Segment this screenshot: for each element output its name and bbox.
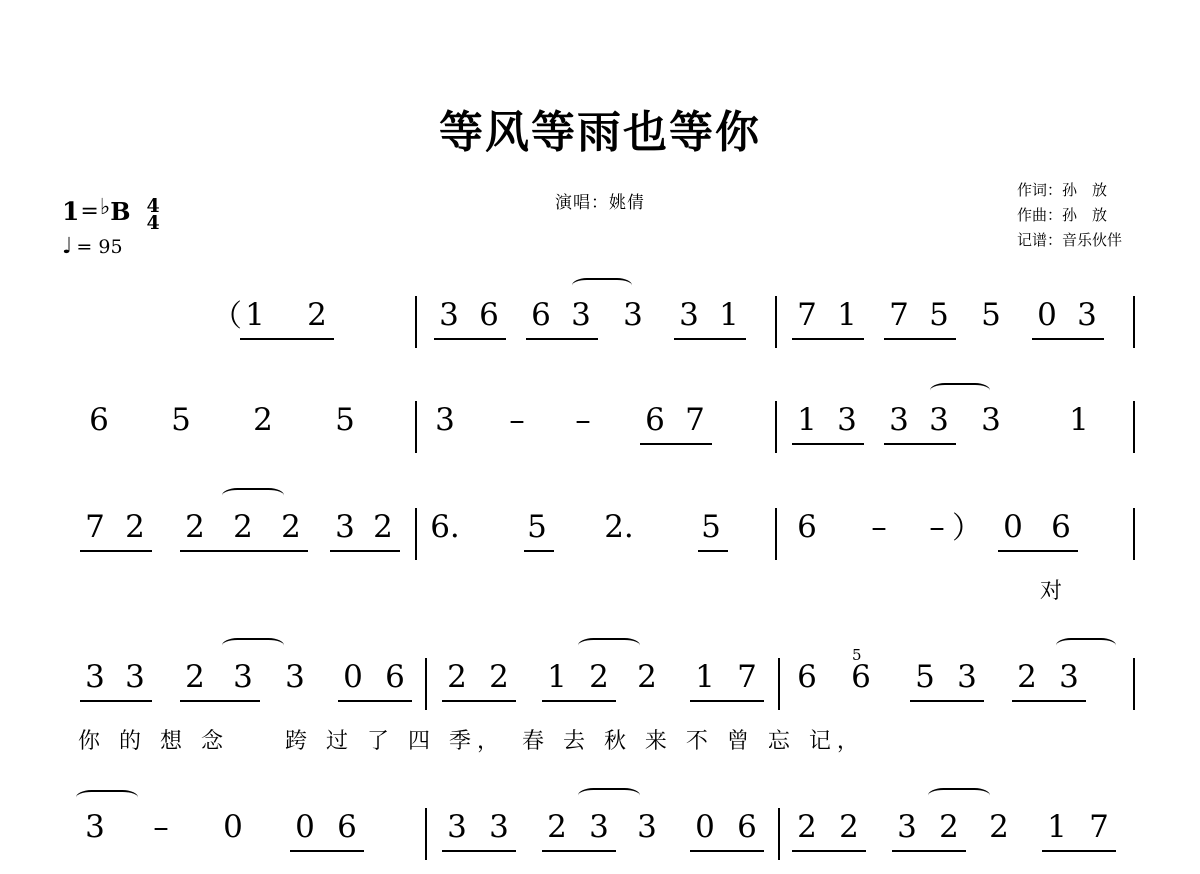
page-title: 等风等雨也等你 [439, 107, 761, 158]
beam-line [640, 443, 712, 445]
note-row5-15: 3 [897, 809, 917, 845]
beam-line [792, 443, 864, 445]
beam-line [80, 550, 152, 552]
barline [1133, 401, 1135, 453]
beam-line [1012, 700, 1086, 702]
note-row4-2: 3 [125, 659, 145, 695]
beam-line [674, 338, 746, 340]
quarter-note-icon: ♩ [62, 234, 73, 259]
note-row1-15: 0 [1037, 297, 1057, 333]
note-row2-12: 3 [889, 402, 909, 438]
note-row5-5: 6 [337, 809, 357, 845]
lyric-row-4: 你 的 想 念 跨 过 了 四 季， 春 去 秋 来 不 曾 忘 记， [78, 729, 865, 754]
barline [1133, 658, 1135, 710]
note-row5-1: 3 [85, 809, 105, 845]
music-row-3 [0, 509, 1200, 604]
note-row1-9: 1 [719, 297, 739, 333]
key-signature-block [62, 195, 160, 259]
note-row3-8: 6. [430, 509, 460, 545]
note-row3-11: 5 [701, 509, 721, 545]
beam-line [80, 700, 152, 702]
beam-line [330, 550, 400, 552]
note-row5-12: 6 [737, 809, 757, 845]
note-row4-4: 3 [233, 659, 253, 695]
barline [415, 508, 417, 560]
beam-line [910, 700, 984, 702]
note-row5-13: 2 [797, 809, 817, 845]
note-row1-5: 6 [531, 297, 551, 333]
note-row2-7: – [575, 402, 591, 438]
barline [1133, 508, 1135, 560]
note-row3-6: 3 [335, 509, 355, 545]
note-row2-8: 6 [645, 402, 665, 438]
beam-line [338, 700, 412, 702]
note-row3-5: 2 [281, 509, 301, 545]
slur-arc [222, 488, 284, 503]
beam-line [290, 850, 364, 852]
note-row5-6: 3 [447, 809, 467, 845]
note-row4-8: 2 [447, 659, 467, 695]
note-row3-4: 2 [233, 509, 253, 545]
note-row1-7: 3 [623, 297, 643, 333]
slur-arc [76, 790, 138, 805]
note-row3-15: 0 [1003, 509, 1023, 545]
note-row1-8: 3 [679, 297, 699, 333]
music-row-4 [0, 646, 1200, 754]
note-row5-8: 2 [547, 809, 567, 845]
beam-line [884, 443, 956, 445]
beam-line [180, 700, 260, 702]
tempo-marking [62, 236, 160, 258]
slur-arc [930, 383, 990, 398]
note-row5-17: 2 [989, 809, 1009, 845]
note-row3-14: – [929, 509, 945, 545]
beam-line [884, 338, 956, 340]
note-row5-11: 0 [695, 809, 715, 845]
beam-line [998, 550, 1078, 552]
credits-block [1017, 178, 1122, 253]
key-letter: B [110, 197, 131, 226]
note-row2-2: 5 [171, 402, 191, 438]
note-row1-12: 7 [889, 297, 909, 333]
slur-arc [928, 788, 990, 803]
note-row4-5: 3 [285, 659, 305, 695]
note-row5-9: 3 [589, 809, 609, 845]
note-row5-3: 0 [223, 809, 243, 845]
note-row4-17: 5 [915, 659, 935, 695]
note-row1-13: 5 [929, 297, 949, 333]
credit-line-1: 作词：孙 放 [1016, 181, 1107, 199]
key-equals: = [80, 199, 99, 224]
barline [778, 658, 780, 710]
beam-line [892, 850, 966, 852]
note-row4-18: 3 [957, 659, 977, 695]
note-row3-7: 2 [373, 509, 393, 545]
music-row-2 [0, 402, 1200, 467]
beam-line [240, 338, 334, 340]
note-row4-13: 1 [695, 659, 715, 695]
note-row5-18: 1 [1047, 809, 1067, 845]
note-row3-10: 2. [604, 509, 634, 545]
slur-arc [578, 638, 640, 653]
slur-arc [578, 788, 640, 803]
barline [415, 296, 417, 348]
note-row2-4: 5 [335, 402, 355, 438]
note-row1-11: 1 [837, 297, 857, 333]
note-row4-7: 6 [385, 659, 405, 695]
note-row5-14: 2 [839, 809, 859, 845]
note-row3-13: – [871, 509, 887, 545]
note-row4-15: 6 [797, 659, 817, 695]
note-row4-6: 0 [343, 659, 363, 695]
note-row5-4: 0 [295, 809, 315, 845]
note-row3-3: 2 [185, 509, 205, 545]
beam-line [698, 550, 728, 552]
note-row1-2: 2 [307, 297, 327, 333]
note-row3-2: 2 [125, 509, 145, 545]
lyric-row-3: 对 [1040, 579, 1063, 604]
note-row4-11: 2 [589, 659, 609, 695]
barline [425, 658, 427, 710]
beam-line [542, 850, 616, 852]
open-paren: （ [212, 299, 242, 334]
note-row4-9: 2 [489, 659, 509, 695]
slur-arc [1056, 638, 1116, 653]
beam-line [792, 850, 866, 852]
grace-note-5: 5 [852, 646, 862, 664]
note-row5-7: 3 [489, 809, 509, 845]
note-row2-15: 1 [1069, 402, 1089, 438]
beam-line [1042, 850, 1116, 852]
beam-line [690, 850, 764, 852]
time-numerator: 4 [146, 195, 160, 217]
note-row4-14: 7 [737, 659, 757, 695]
credit-line-3: 记谱：音乐伙伴 [1016, 231, 1122, 249]
barline [425, 808, 427, 860]
credit-line-2: 作曲：孙 放 [1016, 206, 1107, 224]
slur-arc [222, 638, 284, 653]
beam-line [690, 700, 764, 702]
note-row3-16: 6 [1051, 509, 1071, 545]
note-row2-14: 3 [981, 402, 1001, 438]
note-row1-16: 3 [1077, 297, 1097, 333]
singer-credit: 演唱：姚倩 [555, 193, 645, 213]
note-row5-2: – [153, 809, 169, 845]
beam-line [526, 338, 598, 340]
note-row2-6: – [509, 402, 525, 438]
beam-line [180, 550, 308, 552]
note-row1-14: 5 [981, 297, 1001, 333]
beam-line [792, 338, 864, 340]
flat-icon: ♭ [99, 195, 111, 220]
note-row3-12: 6 [797, 509, 817, 545]
tempo-value: = 95 [76, 236, 123, 258]
barline [1133, 296, 1135, 348]
note-row4-20: 3 [1059, 659, 1079, 695]
note-row5-19: 7 [1089, 809, 1109, 845]
beam-line [442, 850, 516, 852]
beam-line [442, 700, 516, 702]
note-row4-3: 2 [185, 659, 205, 695]
note-row1-10: 7 [797, 297, 817, 333]
note-row2-13: 3 [929, 402, 949, 438]
note-row5-10: 3 [637, 809, 657, 845]
slur-arc [572, 278, 632, 293]
note-row1-4: 6 [479, 297, 499, 333]
barline [775, 508, 777, 560]
note-row2-9: 7 [685, 402, 705, 438]
time-denominator: 4 [146, 212, 160, 234]
barline [775, 296, 777, 348]
note-row1-3: 3 [439, 297, 459, 333]
note-row1-6: 3 [571, 297, 591, 333]
note-row4-16: 6 [851, 659, 871, 695]
barline [778, 808, 780, 860]
barline [415, 401, 417, 453]
note-row2-5: 3 [435, 402, 455, 438]
barline [775, 401, 777, 453]
key-do-label: 1 [62, 197, 80, 226]
note-row2-10: 1 [797, 402, 817, 438]
note-row4-1: 3 [85, 659, 105, 695]
note-row2-3: 2 [253, 402, 273, 438]
beam-line [1032, 338, 1104, 340]
note-row3-1: 7 [85, 509, 105, 545]
beam-line [542, 700, 616, 702]
note-row3-9: 5 [527, 509, 547, 545]
beam-line [434, 338, 506, 340]
note-row4-19: 2 [1017, 659, 1037, 695]
note-row5-16: 2 [939, 809, 959, 845]
note-row4-12: 2 [637, 659, 657, 695]
music-row-5 [0, 809, 1200, 874]
note-row1-1: 1 [245, 297, 265, 333]
music-row-1 [0, 297, 1200, 362]
note-row2-1: 6 [89, 402, 109, 438]
beam-line [524, 550, 554, 552]
note-row4-10: 1 [547, 659, 567, 695]
note-row2-11: 3 [837, 402, 857, 438]
time-signature [146, 195, 160, 234]
close-paren: ） [952, 511, 982, 546]
